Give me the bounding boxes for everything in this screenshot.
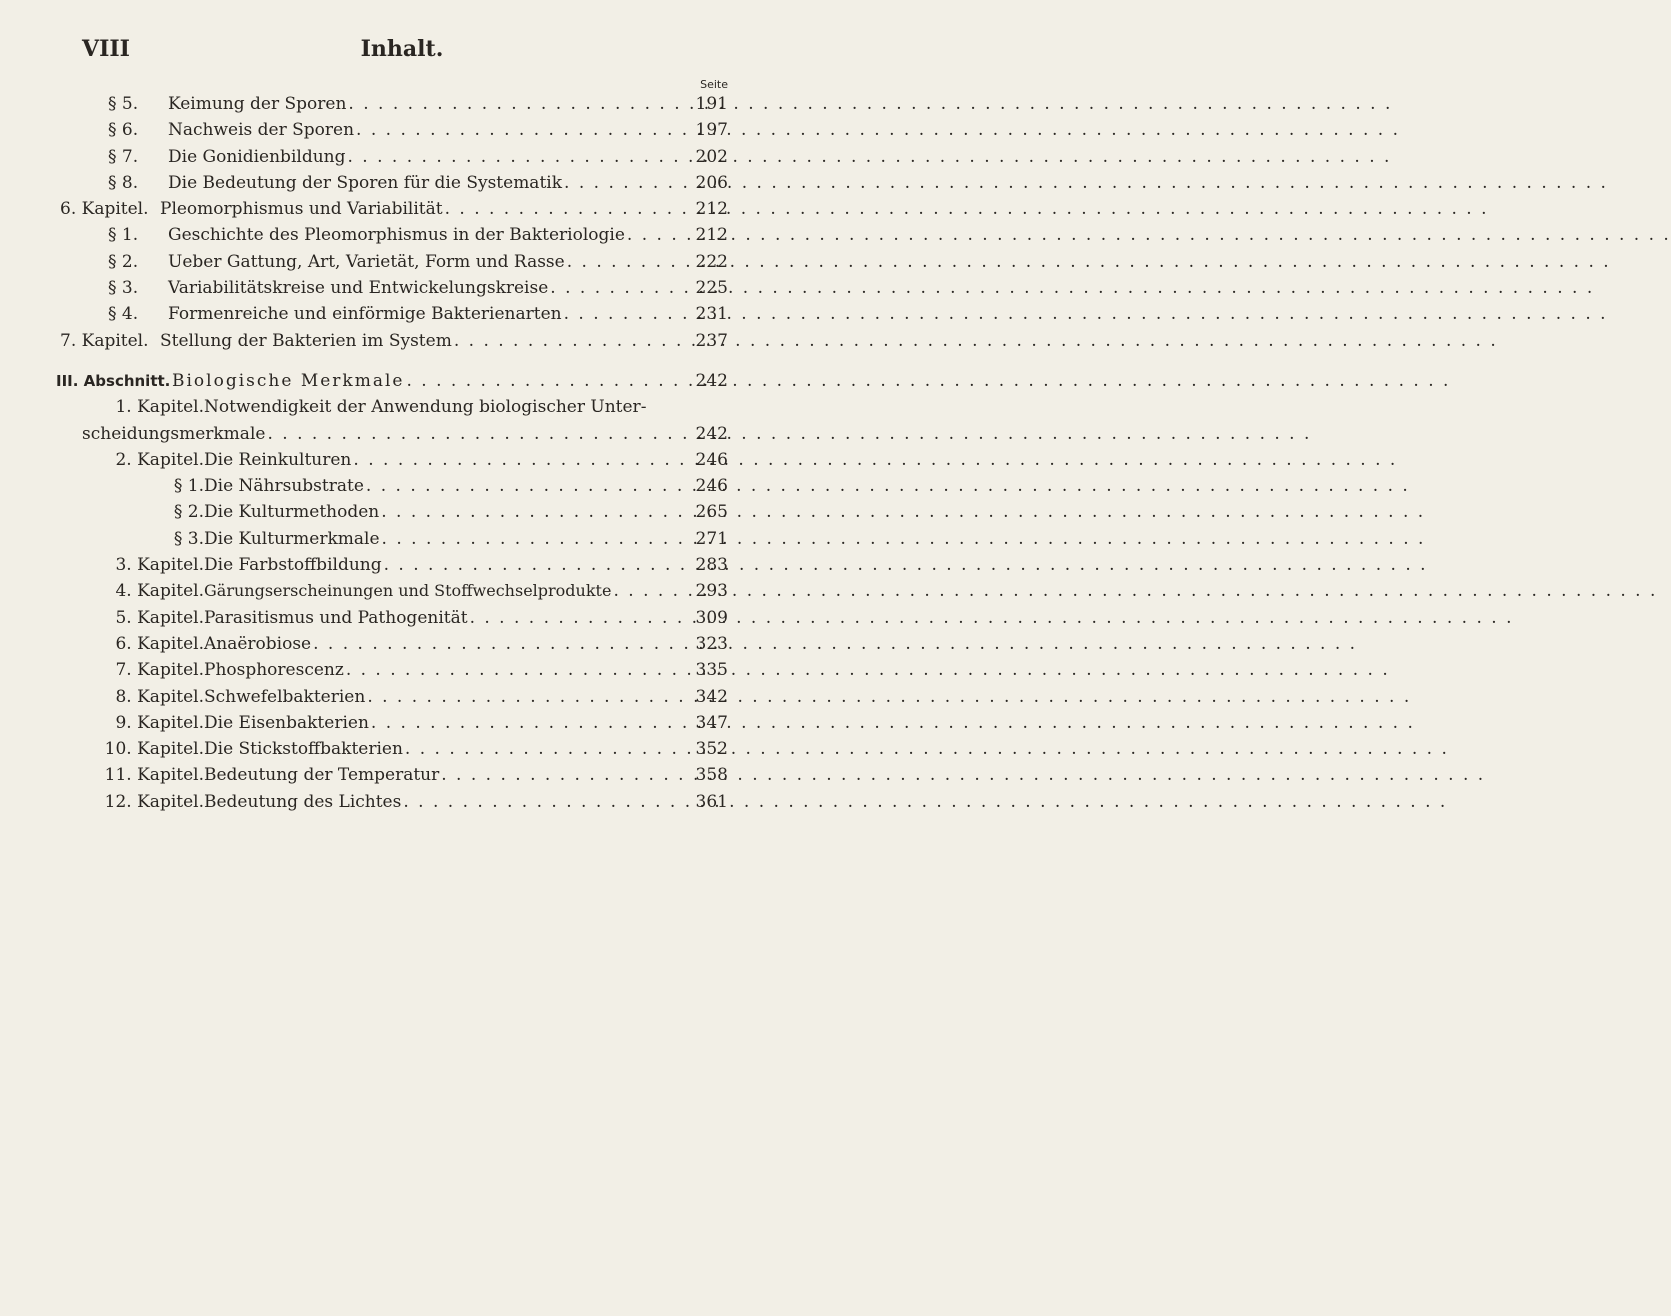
toc-chapter-entry: 3. Kapitel. Die Farbstoffbildung . . . 283 xyxy=(60,555,728,581)
toc-chapter-entry: 7. Kapitel. Phosphorescenz . . . 335 xyxy=(60,660,728,686)
toc-entry: § 3. Variabilitätskreise und Entwickelungskreise . . . 225 xyxy=(82,278,728,304)
toc-chapter-entry: 7. Kapitel. Stellung der Bakterien im System . . . 237 xyxy=(60,331,728,357)
page-header xyxy=(82,36,722,62)
toc-entry: § 3. Die Kulturmerkmale . . . 271 xyxy=(82,529,728,555)
toc-entry: § 7. Die Gonidienbildung . . . 202 xyxy=(82,147,728,173)
toc-chapter-entry: 5. Kapitel. Parasitismus und Pathogenität . . . 309 xyxy=(60,608,728,634)
page-number-roman: VIII xyxy=(82,36,130,62)
book-page xyxy=(0,0,800,1316)
toc-chapter-entry: 4. Kapitel. Gärungserscheinungen und Stoffwechselprodukte . . . 293 xyxy=(60,581,728,607)
toc-entry: § 5. Keimung der Sporen . . . 191 xyxy=(82,94,728,120)
toc-chapter-entry: 6. Kapitel. Pleomorphismus und Variabilität . . . 212 xyxy=(60,199,728,225)
toc-chapter-entry: 9. Kapitel. Die Eisenbakterien . . . 347 xyxy=(60,713,728,739)
toc-entry: § 4. Formenreiche und einförmige Bakterienarten . . . 231 xyxy=(82,304,728,330)
toc-chapter-entry: 1. Kapitel. Notwendigkeit der Anwendung biologischer Unter- xyxy=(115,397,647,418)
toc-chapter-entry: 10. Kapitel. Die Stickstoffbakterien . . . 352 xyxy=(52,739,728,765)
page-title: Inhalt. xyxy=(360,36,444,62)
table-of-contents xyxy=(56,94,728,818)
toc-entry: § 6. Nachweis der Sporen . . . 197 xyxy=(82,120,728,146)
toc-entry: § 2. Die Kulturmethoden . . . 265 xyxy=(82,502,728,528)
toc-chapter-entry: 11. Kapitel. Bedeutung der Temperatur . . . 358 xyxy=(52,765,728,791)
toc-entry: § 1. Geschichte des Pleomorphismus in der Bakteriologie . . . 212 xyxy=(82,225,728,251)
toc-chapter-entry: 12. Kapitel. Bedeutung des Lichtes . . . 361 xyxy=(52,792,728,818)
toc-entry: § 1. Die Nährsubstrate . . . 246 xyxy=(82,476,728,502)
toc-chapter-entry: 6. Kapitel. Anaërobiose . . . 323 xyxy=(60,634,728,660)
toc-chapter-entry: 2. Kapitel. Die Reinkulturen . . . 246 xyxy=(60,450,728,476)
toc-entry-continuation: scheidungsmerkmale . . . 242 xyxy=(82,424,728,450)
toc-chapter-entry: 8. Kapitel. Schwefelbakterien . . . 342 xyxy=(60,687,728,713)
toc-entry: § 8. Die Bedeutung der Sporen für die Systematik . . . 206 xyxy=(82,173,728,199)
seite-column-label: Seite xyxy=(700,78,728,91)
toc-part-entry: III. Abschnitt. Biologische Merkmale . . . 242 xyxy=(56,371,728,397)
toc-entry: § 2. Ueber Gattung, Art, Varietät, Form und Rasse . . . 222 xyxy=(82,252,728,278)
